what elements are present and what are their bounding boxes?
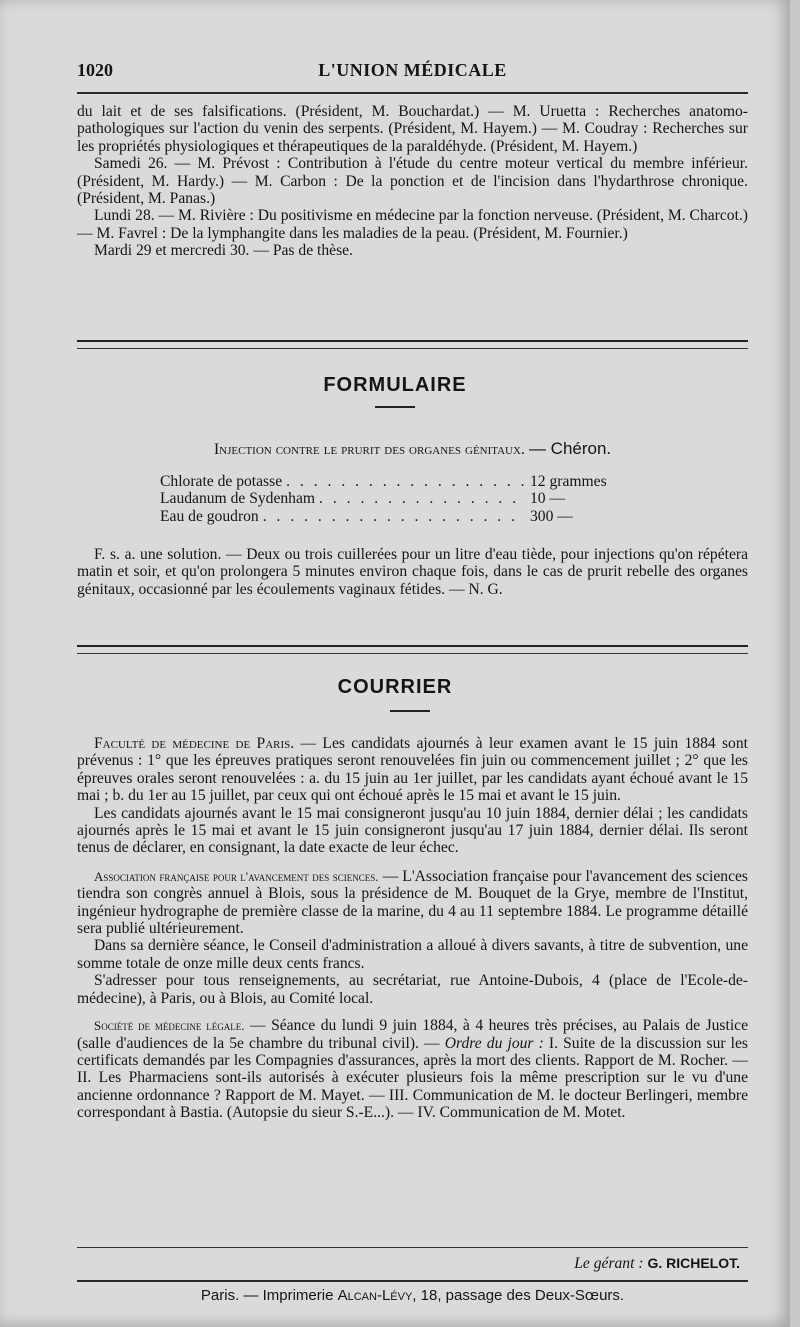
header-rule	[77, 92, 748, 94]
recipe-list	[160, 473, 640, 525]
formulaire-heading-author: — Chéron.	[528, 439, 612, 458]
gerant-name: G. RICHELOT.	[647, 1255, 740, 1271]
ingredient-quantity: 12 grammes	[530, 473, 607, 490]
leader-dots	[319, 490, 526, 507]
association-text-1: — L'Association française pour l'avancement des sciences tiendra son congrès annuel à Blois, sous la présidence de M. Bouquet de la Grye, membre de l'Institut, ingénieur hydrographe de première classe de la marine, du 4 au 11 septembre 1884. Le programme détaillé sera publié ultérieurement.	[77, 867, 749, 938]
gerant-line	[574, 1255, 740, 1273]
formulaire-title-rule	[375, 406, 415, 408]
ingredient-name: Laudanum de Sydenham	[160, 490, 316, 508]
association-paragraph-2: Dans sa dernière séance, le Conseil d'administration a alloué à divers savants, à titre de subvention, une somme totale de onze mille deux cents francs.	[77, 937, 748, 972]
courrier-section	[77, 735, 748, 1122]
theses-paragraph-4: Mardi 29 et mercredi 30. — Pas de thèse.	[94, 242, 353, 260]
formulaire-instructions: F. s. a. une solution. — Deux ou trois cuillerées pour un litre d'eau tiède, pour injections qu'on répétera matin et soir, et qu'on prolongera 5 minutes environ chaque fois, dans le cas de prurit rebelle des organes génitaux, occasionné par les écoulements vaginaux fétides. — N. G.	[77, 546, 748, 598]
ordre-du-jour: Ordre du jour :	[444, 1034, 544, 1052]
imprint-prefix: Paris. — Imprimerie	[200, 1287, 334, 1304]
theses-section	[77, 103, 748, 260]
association-paragraph-3: S'adresser pour tous renseignements, au secrétariat, rue Antoine-Dubois, 4 (place de l'Ecole-de-médecine), à Paris, ou à Blois, au Comité local.	[77, 972, 748, 1007]
societe-label: Société de médecine légale.	[94, 1018, 245, 1034]
section-divider	[77, 645, 748, 654]
imprint-rule	[77, 1280, 748, 1282]
imprint-printer: Alcan-Lévy,	[337, 1287, 417, 1304]
running-title: L'UNION MÉDICALE	[318, 60, 507, 80]
societe-text-1: — Séance du lundi 9 juin 1884, à 4 heures très précises, au Palais de Justice (salle d'audiences de la 5e chambre du tribunal civil). —	[77, 1017, 749, 1052]
leader-dots	[286, 473, 526, 490]
association-paragraph-1	[77, 868, 748, 938]
association-label: Association française pour l'avancement des sciences.	[94, 868, 379, 884]
ingredient-name: Chlorate de potasse	[160, 473, 283, 490]
leader-dots	[263, 508, 526, 525]
ingredient-quantity: 300 —	[530, 507, 573, 525]
imprint-line	[77, 1287, 748, 1304]
theses-paragraph-3: Lundi 28. — M. Rivière : Du positivisme en médecine par la fonction nerveuse. (Président, M. Charcot.) — M. Favrel : De la lymphangite dans les maladies de la peau. (Président, M. Fournier.)	[77, 207, 748, 242]
page-number: 1020	[77, 60, 113, 80]
theses-paragraph-2: Samedi 26. — M. Prévost : Contribution à l'étude du centre moteur vertical du membre inférieur. (Président, M. Hardy.) — M. Carbon : De la ponction et de l'incision dans l'hydarthrose chronique. (Président, M. Panas.)	[77, 155, 748, 208]
courrier-title: COURRIER	[337, 676, 453, 698]
formulaire-title: FORMULAIRE	[323, 374, 467, 396]
ingredient-name: Eau de goudron	[160, 507, 259, 525]
courrier-title-rule	[390, 710, 430, 712]
formulaire-heading	[77, 440, 748, 459]
societe-paragraph	[77, 1017, 748, 1121]
theses-paragraph-1: du lait et de ses falsifications. (Président, M. Bouchardat.) — M. Uruetta : Recherches anatomo-pathologiques sur l'action du venin des serpents. (Président, M. Hayem.) — M. Coudray : Recherches sur les propriétés physiologiques et thérapeutiques de la paraldéhyde. (Président, M. Hayem.)	[77, 103, 748, 155]
section-divider	[77, 340, 748, 349]
recipe-row	[160, 490, 640, 507]
faculte-text-1: — Les candidats ajournés à leur examen avant le 15 juin 1884 sont prévenus : 1° que les épreuves pratiques seront renouvelées fin juin ou commencement juillet ; 2° que les épreuves orales seront renouvelées : a. du 15 juin au 1er juillet, par les candidats ayant échoué avant le 15 mai ; b. du 1er au 15 juillet, par ceux qui ont échoué après le 15 mai et avant le 15 juin.	[77, 735, 748, 805]
societe-text-2: I. Suite de la discussion sur les certificats demandés par les Compagnies d'assurances, après la mort des clients. Rapport de M. Rocher. — II. Les Pharmaciens sont-ils autorisés à exécuter plusieurs fois la même prescription sur le vu d'une ancienne ordonnance ? Rapport de M. Mayet. — III. Communication de M. le docteur Berlingeri, membre correspondant à Bastia. (Autopsie du sieur S.-E...). — IV. Communication de M. Motet.	[77, 1034, 748, 1122]
ingredient-quantity: 10 —	[530, 490, 566, 508]
faculte-label: Faculté de médecine de Paris.	[94, 735, 295, 752]
imprint-suffix: 18, passage des Deux-Sœurs.	[420, 1287, 625, 1304]
recipe-row	[160, 508, 640, 525]
formulaire-instructions-block	[77, 546, 748, 598]
faculte-paragraph-2: Les candidats ajournés avant le 15 mai consigneront jusqu'au 10 juin 1884, dernier délai ; les candidats ajournés après le 15 mai et avant le 15 juin consigneront jusqu'au 17 juin 1884, dernier délai. Ils seront tenus de déclarer, en consignant, la date exacte de leur échec.	[77, 804, 748, 857]
recipe-row	[160, 473, 640, 490]
footer-rule	[77, 1247, 748, 1248]
page-header	[77, 58, 748, 86]
gerant-label: Le gérant :	[574, 1255, 644, 1272]
faculte-paragraph-1	[77, 735, 748, 805]
formulaire-heading-label: Injection contre le prurit des organes génitaux.	[213, 441, 525, 458]
